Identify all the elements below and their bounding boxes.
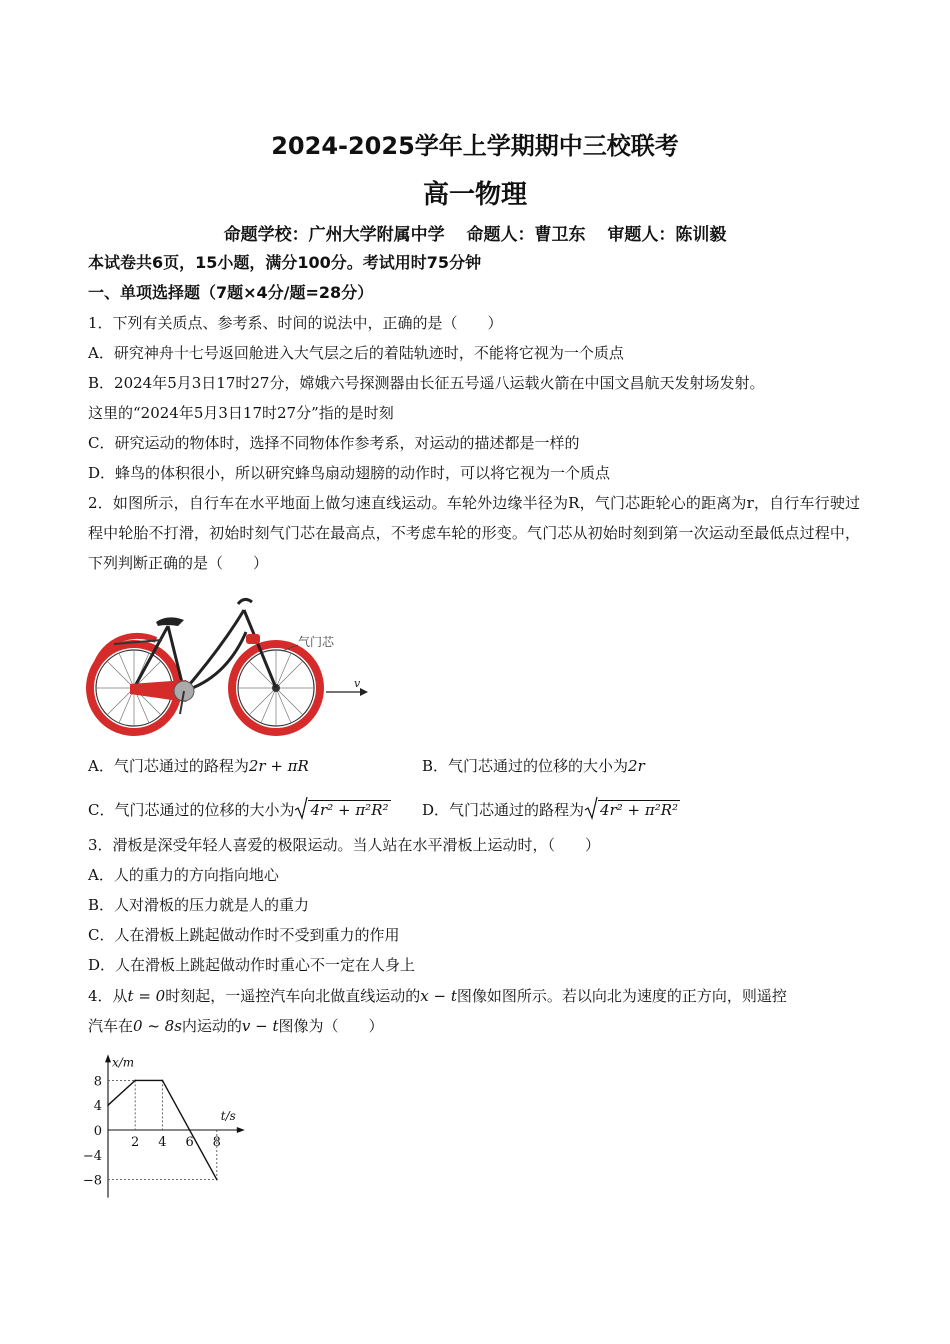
velocity-label: v <box>354 677 361 690</box>
xt-data-point <box>216 1179 218 1181</box>
x-axis-label: t/s <box>220 1109 236 1123</box>
q2-option-b: B．气门芯通过的位移的大小为2r <box>422 757 645 775</box>
q1-option-d: D．蜂鸟的体积很小，所以研究蜂鸟扇动翅膀的动作时，可以将它视为一个质点 <box>88 464 611 482</box>
x-tick-label: 6 <box>185 1135 194 1150</box>
q3-option-b: B．人对滑板的压力就是人的重力 <box>88 896 310 914</box>
y-tick-label: 8 <box>93 1074 102 1090</box>
q3-stem: 3．滑板是深受年轻人喜爱的极限运动。当人站在水平滑板上运动时，（ ） <box>88 836 601 854</box>
x-tick-label: 4 <box>158 1135 167 1150</box>
y-tick-label: −4 <box>82 1148 102 1164</box>
q4-stem-line2: 汽车在0 ~ 8s内运动的v − t图像为（ ） <box>88 1017 384 1035</box>
sqrt-symbol-d <box>584 796 598 826</box>
section-title: 一、单项选择题（7题×4分/题=28分） <box>88 283 374 302</box>
y-axis-arrow <box>105 1054 111 1062</box>
subject-title: 高一物理 <box>422 180 527 210</box>
q2-stem: 2．如图所示，自行车在水平地面上做匀速直线运动。车轮外边缘半径为R，气门芯距轮心的距离为r，自行车行驶过程中轮胎不打滑，初始时刻气门芯在最高点，不考虑车轮的形变。气门芯从初始时刻到第一次运动至最低点过程中，下列判断正确的是（ ） <box>88 494 860 572</box>
xt-data-point <box>107 1104 109 1106</box>
q3-option-c: C．人在滑板上跳起做动作时不受到重力的作用 <box>88 926 400 944</box>
q3-option-a: A．人的重力的方向指向地心 <box>88 866 279 884</box>
q2-option-d: D．气门芯通过的路程为 4r² + π²R² <box>422 796 680 826</box>
q1-stem: 1．下列有关质点、参考系、时间的说法中，正确的是（ ） <box>88 314 503 332</box>
x-tick-label: 2 <box>131 1135 140 1150</box>
exam-info: 本试卷共6页，15小题，满分100分。考试用时75分钟 <box>88 253 482 272</box>
bicycle-figure <box>86 588 376 738</box>
valve-label: 气门芯 <box>298 635 335 649</box>
x-axis-arrow <box>237 1127 245 1133</box>
q4-stem-line1: 4．从t = 0时刻起，一遥控汽车向北做直线运动的x − t图像如图所示。若以向北为速度的正方向，则遥控 <box>88 987 787 1005</box>
q1-option-c: C．研究运动的物体时，选择不同物体作参考系，对运动的描述都是一样的 <box>88 434 580 452</box>
exam-title: 2024-2025学年上学期期中三校联考 <box>271 132 679 160</box>
xt-data-point <box>162 1080 164 1082</box>
y-tick-label: 0 <box>93 1124 102 1139</box>
xt-data-point <box>134 1080 136 1082</box>
q3-option-d: D．人在滑板上跳起做动作时重心不一定在人身上 <box>88 956 416 974</box>
reviewer-label: 审题人：陈训毅 <box>607 225 727 245</box>
xt-chart <box>80 1052 270 1210</box>
author-label: 命题人：曹卫东 <box>466 225 586 245</box>
q1-option-a: A．研究神舟十七号返回舱进入大气层之后的着陆轨迹时，不能将它视为一个质点 <box>88 344 624 362</box>
y-tick-label: −8 <box>82 1173 102 1189</box>
school-label: 命题学校：广州大学附属中学 <box>223 225 445 245</box>
y-tick-label: 4 <box>93 1099 102 1115</box>
q1-option-b-cont: 这里的“2024年5月3日17时27分”指的是时刻 <box>88 404 394 422</box>
y-axis-label: x/m <box>112 1055 135 1070</box>
sqrt-symbol-c <box>294 796 308 826</box>
q2-option-c: C．气门芯通过的位移的大小为 4r² + π²R² <box>88 796 391 826</box>
x-tick-label: 8 <box>212 1135 221 1150</box>
exam-meta <box>0 220 950 245</box>
q1-option-b: B．2024年5月3日17时27分，嫦娥六号探测器由长征五号遥八运载火箭在中国文昌航天发射场发射。 <box>88 374 765 392</box>
q2-option-a: A．气门芯通过的路程为2r + πR <box>88 757 309 775</box>
